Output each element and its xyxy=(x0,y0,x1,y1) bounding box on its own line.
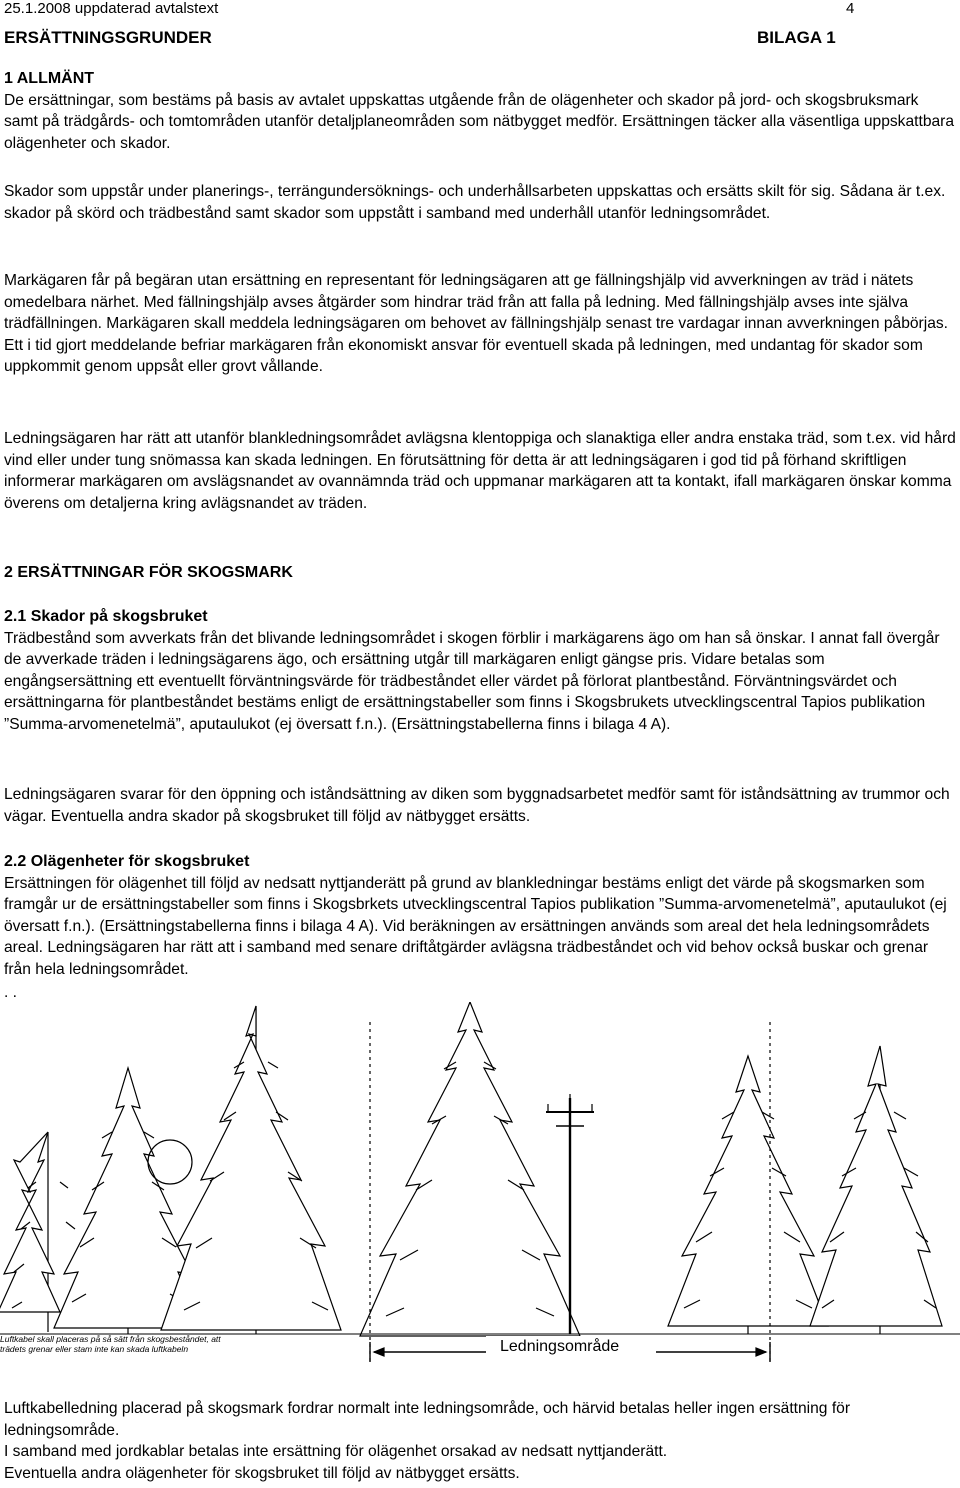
after-figure-paragraph-1: Luftkabelledning placerad på skogsmark fordrar normalt inte ledningsområde, och härvid betalas heller ingen ersättning för ledningsområde. xyxy=(4,1400,851,1439)
section-2-heading: 2 ERSÄTTNINGAR FÖR SKOGSMARK xyxy=(4,564,293,581)
subsection-2-2-heading: 2.2 Olägenheter för skogsbruket xyxy=(4,853,250,870)
subsection-2-2 xyxy=(4,851,956,1004)
after-figure-block xyxy=(4,1398,956,1484)
after-figure-paragraph-2: I samband med jordkablar betalas inte ersättning för olägenhet orsakad av nedsatt nyttjanderätt. xyxy=(4,1443,668,1460)
section-1-paragraph-3: Markägaren får på begäran utan ersättning en representant för ledningsägaren att ge fällningshjälp vid avverkningen av träd i nätets omedelbara närhet. Med fällningshjälp avses åtgärder som hindrar träd från att falla på ledning. Med fällningshjälp avses inte själva trädfällningen. Markägaren skall meddela ledningsägaren om behovet av fällningshjälp senast tre vardagar innan avverkningen påbörjas. Ett i tid gjort meddelande befriar markägaren från ekonomiskt ansvar för eventuell skada på ledningen, med undantag för skador som uppkommit genom uppsåt eller grovt vållande. xyxy=(4,272,949,375)
section-1-paragraph-2: Skador som uppstår under planerings-, terrängundersöknings- och underhållsarbeten uppskattas och ersätts skilt för sig. Sådana är t.ex. skador på skörd och trädbestånd samt skador som uppstått i samband med underhåll utanför ledningsområdet. xyxy=(4,183,946,222)
highlight-circle xyxy=(148,1140,192,1184)
section-1-paragraph-1: De ersättningar, som bestäms på basis av avtalet uppskattas utgående från de olägenheter och skador på jord- och skogsbruksmark samt på trädgårds- och tomtområden utanför detaljplaneområden som nätbygget medför. Ersättningen täcker alla väsentliga uppskattbara olägenheter och skador. xyxy=(4,91,955,152)
attachment-label: BILAGA 1 xyxy=(757,28,836,47)
subsection-2-1-paragraph-2-block xyxy=(4,784,956,827)
small-caption: Luftkabel skall placeras på så sätt från skogsbeståndet, att trädets grenar eller stam inte kan skada luftkabeln xyxy=(0,1334,221,1354)
section-1-paragraph-2-block xyxy=(4,181,956,224)
spruce-tree-3 xyxy=(161,1006,341,1334)
stray-dots: . . xyxy=(4,984,17,1001)
spruce-tree-4 xyxy=(360,1002,580,1336)
section-2-heading-block xyxy=(4,562,956,584)
small-caption-box xyxy=(0,1334,240,1374)
subsection-2-1 xyxy=(4,606,956,735)
page-number: 4 xyxy=(846,0,855,17)
tree-line-drawing xyxy=(0,1002,960,1382)
spruce-tree-6 xyxy=(810,1046,942,1334)
clearance-illustration xyxy=(0,1002,960,1382)
after-figure-paragraph-3: Eventuella andra olägenheter för skogsbruket till följd av nätbygget ersätts. xyxy=(4,1464,520,1482)
subsection-2-2-paragraph-1: Ersättningen för olägenhet till följd av nedsatt nyttjanderätt på grund av blankledningar bestäms enligt det värde på skogsmarken som framgår ur de ersättningstabeller som finns i Skogsbrkets utvecklingscentral Tapios publikation ”Summa-arvomenetelmä”, aputaulukot (ej översatt f.n.). (Ersättningstabellerna finns i bilaga 4 A). Vid beräkningen av ersättningen används som areal det hela ledningsområdets areal. Ledningsägaren har rätt att i samband med senare driftåtgärder avlägsna trädbeståndet och vid behov också buskar och grenar från hela ledningsområdet. xyxy=(4,874,947,978)
section-1-paragraph-4: Ledningsägaren har rätt att utanför blankledningsområdet avlägsna klentoppiga och slanaktiga eller andra enstaka träd, som t.ex. vid hård vind eller under tung snömassa kan skada ledningen. En förutsättning för detta är att ledningsägaren i god tid på förhand skriftligen informerar markägaren om avslägsnandet av ovannämnda träd och uppmanar markägaren att ta kontakt, ifall markägaren önskar komma överens om detaljerna kring avlägsnandet av träden. xyxy=(4,430,956,512)
subsection-2-1-paragraph-1: Trädbestånd som avverkats från det blivande ledningsområdet i skogen förblir i markägarens ägo om han så önskar. I annat fall övergår de avverkade träden i ledningsägarens ägo, och ersättning utgår till markägaren enligt gängse pris. Vidare betalas som engångsersättning ett eventuellt förväntningsvärde för trädbeståndet eller värdet på förlorat plantbestånd. Förväntningsvärdet och ersättningarna för plantbeståndet bestäms enligt de ersättningstabeller som finns i Skogsbrukets utvecklingscentral Tapios publikation ”Summa-arvomenetelmä”, aputaulukot (ej översatt f.n.). (Ersättningstabellerna finns i bilaga 4 A). xyxy=(4,629,940,733)
section-1-heading: 1 ALLMÄNT xyxy=(4,70,95,87)
subsection-2-1-heading: 2.1 Skador på skogsbruket xyxy=(4,608,208,625)
header-date-line: 25.1.2008 uppdaterad avtalstext xyxy=(4,0,219,17)
section-1-paragraph-3-block xyxy=(4,270,956,378)
document-title: ERSÄTTNINGSGRUNDER xyxy=(4,28,212,47)
area-label: Ledningsområde xyxy=(500,1338,620,1355)
section-1-paragraph-4-block xyxy=(4,428,956,514)
spruce-tree-5 xyxy=(668,1056,828,1334)
section-1 xyxy=(4,68,956,154)
subsection-2-1-paragraph-2: Ledningsägaren svarar för den öppning och iståndsättning av diken som byggnadsarbetet medför samt för iståndsättning av trummor och vägar. Eventuella andra skador på skogsbruket till följd av nätbygget ersätts. xyxy=(4,786,950,825)
